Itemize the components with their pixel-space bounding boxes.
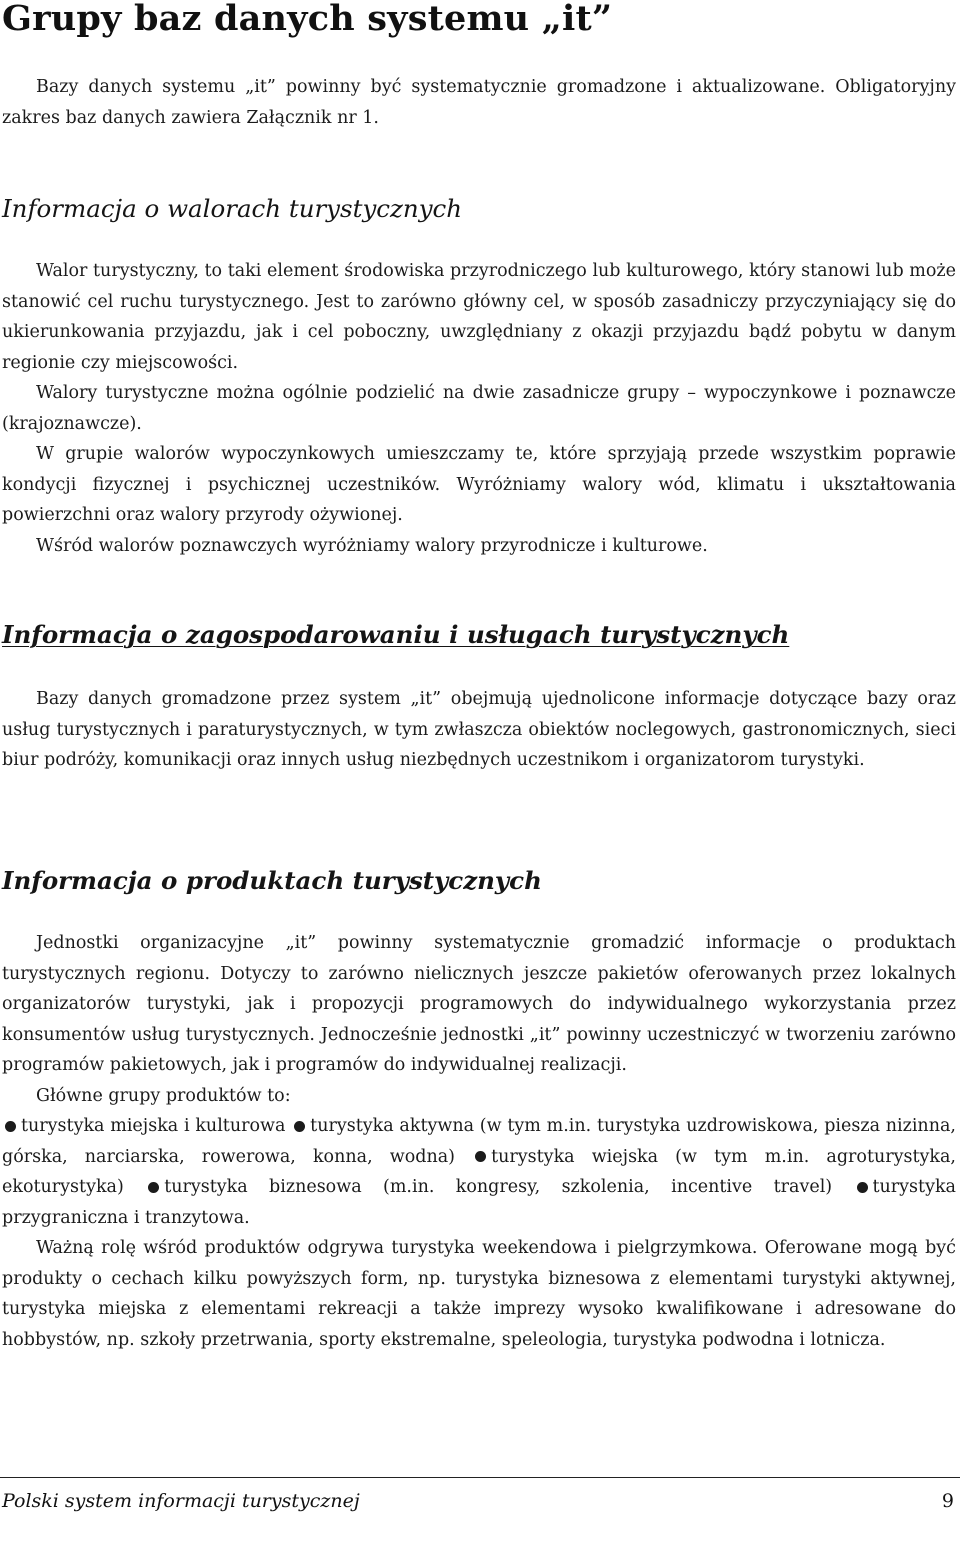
walory-paragraph-4: Wśród walorów poznawczych wyróżniamy walory przyrodnicze i kulturowe. <box>36 535 708 556</box>
bullet-icon <box>857 1182 868 1193</box>
page-number: 9 <box>941 1490 954 1512</box>
walory-section <box>2 256 956 561</box>
section-heading-walory: Informacja o walorach turystycznych <box>2 194 463 223</box>
product-group-item: turystyka wiejska (w tym m.in. agroturystyka, ekoturystyka) <box>2 1146 956 1197</box>
bullet-icon <box>475 1151 486 1162</box>
footer-divider <box>0 1477 960 1478</box>
product-group-item: turystyka aktywna (w tym m.in. turystyka uzdrowiskowa, piesza nizinna, górska, narciarska, rowerowa, konna, wodna) <box>2 1116 956 1167</box>
product-group-item: turystyka miejska i kulturowa <box>21 1116 286 1136</box>
intro-paragraph: Bazy danych systemu „it” powinny być systematycznie gromadzone i aktualizowane. Obligatoryjny zakres baz danych zawiera Załącznik nr 1. <box>2 77 956 128</box>
bullet-icon <box>148 1182 159 1193</box>
intro-block <box>2 72 956 133</box>
footer-publication-title: Polski system informacji turystycznej <box>2 1490 360 1512</box>
uslugi-paragraph: Bazy danych gromadzone przez system „it” obejmują ujednolicone informacje dotyczące bazy oraz usług turystycznych i paraturystycznych, w tym zwłaszcza obiektów noclegowych, gastronomicznych, sieci biur podróży, komunikacji oraz innych usług niezbędnych uczestnikom i organizatorom turystyki. <box>2 689 956 770</box>
product-group-item: turystyka przygraniczna i tranzytowa. <box>2 1177 956 1228</box>
bullet-icon <box>294 1121 305 1132</box>
produkty-section <box>2 928 956 1355</box>
bullet-icon <box>5 1121 16 1132</box>
product-groups-intro: Główne grupy produktów to: <box>36 1085 291 1106</box>
product-group-item: turystyka biznesowa (m.in. kongresy, szkolenia, incentive travel) <box>164 1177 833 1197</box>
page-title: Grupy baz danych systemu „it” <box>2 0 613 39</box>
walory-paragraph-2: Walory turystyczne można ogólnie podzielić na dwie zasadnicze grupy – wypoczynkowe i poznawcze (krajoznawcze). <box>2 383 956 434</box>
produkty-paragraph-2: Ważną rolę wśród produktów odgrywa turystyka weekendowa i pielgrzymkowa. Oferowane mogą być produkty o cechach kilku powyższych form, np. turystyka biznesowa z elementami turystyki aktywnej, turystyka miejska z elementami rekreacji a także imprezy wysoko kwalifikowane i adresowane do hobbystów, np. szkoły przetrwania, sporty ekstremalne, speleologia, turystyka podwodna i lotnicza. <box>2 1238 956 1350</box>
section-heading-produkty: Informacja o produktach turystycznych <box>2 866 542 895</box>
produkty-paragraph-1: Jednostki organizacyjne „it” powinny systematycznie gromadzić informacje o produktach turystycznych regionu. Dotyczy to zarówno nielicznych jeszcze pakietów oferowanych przez lokalnych organizatorów turystyki, jak i propozycji programowych do indywidualnego wykorzystania przez konsumentów usług turystycznych. Jednocześnie jednostki „it” powinny uczestniczyć w tworzeniu zarówno programów pakietowych, jak i programów do indywidualnej realizacji. <box>2 933 956 1075</box>
walory-paragraph-1: Walor turystyczny, to taki element środowiska przyrodniczego lub kulturowego, który stanowi lub może stanowić cel ruchu turystycznego. Jest to zarówno główny cel, w sposób zasadniczy przyczyniający się do ukierunkowania przyjazdu, jak i cel poboczny, uwzględniany z okazji przyjazdu bądź pobytu w danym regionie czy miejscowości. <box>2 261 956 373</box>
walory-paragraph-3: W grupie walorów wypoczynkowych umieszczamy te, które sprzyjają przede wszystkim poprawie kondycji fizycznej i psychicznej uczestników. Wyróżniamy walory wód, klimatu i ukształtowania powierzchni oraz walory przyrody ożywionej. <box>2 444 956 525</box>
section-heading-uslugi: Informacja o zagospodarowaniu i usługach turystycznych <box>2 620 790 649</box>
product-groups-list <box>2 1111 956 1233</box>
uslugi-section <box>2 684 956 776</box>
